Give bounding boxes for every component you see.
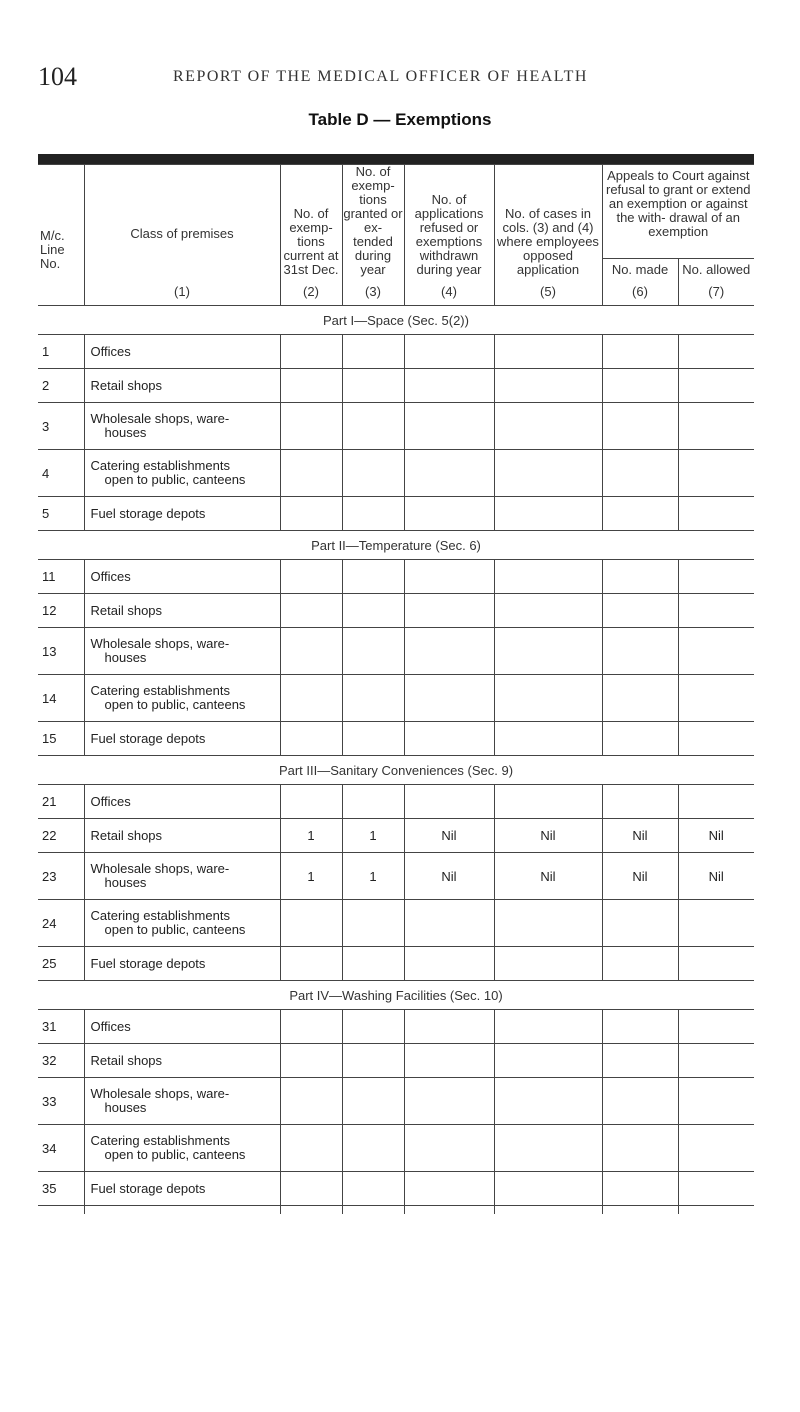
value-cell — [280, 560, 342, 594]
value-cell — [678, 450, 754, 497]
table-row — [38, 560, 754, 594]
table-row — [38, 369, 754, 403]
line-number: 4 — [38, 450, 84, 497]
premises-class — [84, 403, 280, 450]
premises-class — [84, 628, 280, 675]
line-number: 15 — [38, 722, 84, 756]
part-heading-row — [38, 531, 754, 560]
line-number: 25 — [38, 947, 84, 981]
value-cell: Nil — [602, 819, 678, 853]
premises-class — [84, 497, 280, 531]
table-row — [38, 900, 754, 947]
table-row — [38, 785, 754, 819]
value-cell — [494, 560, 602, 594]
col-header-opposed: No. of cases in cols. (3) and (4) where employees opposed application (5) — [494, 165, 602, 306]
value-cell — [342, 1078, 404, 1125]
col-header-line: M/c. Line No. — [38, 165, 84, 306]
value-cell: 1 — [280, 819, 342, 853]
value-cell — [404, 675, 494, 722]
premises-class — [84, 785, 280, 819]
value-cell — [494, 1172, 602, 1206]
premises-class-label: Catering establishments — [90, 908, 230, 923]
value-cell — [342, 722, 404, 756]
line-number: 5 — [38, 497, 84, 531]
value-cell — [494, 1125, 602, 1172]
premises-class-continuation: houses — [104, 425, 147, 440]
table-row — [38, 1078, 754, 1125]
value-cell — [678, 1044, 754, 1078]
value-cell — [494, 594, 602, 628]
value-cell — [678, 1172, 754, 1206]
value-cell — [342, 560, 404, 594]
page-number: 104 — [38, 62, 77, 91]
value-cell — [342, 369, 404, 403]
premises-class-label: Fuel storage depots — [90, 955, 206, 971]
value-cell — [494, 785, 602, 819]
part-title: Part II—Temperature (Sec. 6) — [38, 531, 754, 560]
line-number: 35 — [38, 1172, 84, 1206]
table-row — [38, 947, 754, 981]
value-cell — [602, 335, 678, 369]
page-header — [38, 62, 778, 92]
value-cell — [494, 722, 602, 756]
value-cell — [678, 785, 754, 819]
part-heading-row — [38, 981, 754, 1010]
premises-class — [84, 1172, 280, 1206]
exemptions-table — [38, 154, 754, 1214]
value-cell — [494, 675, 602, 722]
premises-class — [84, 853, 280, 900]
value-cell — [404, 785, 494, 819]
value-cell — [494, 369, 602, 403]
premises-class — [84, 594, 280, 628]
value-cell — [678, 722, 754, 756]
premises-class-label: Catering establishments — [90, 458, 230, 473]
value-cell: Nil — [404, 819, 494, 853]
premises-class-label: Retail shops — [90, 377, 163, 393]
value-cell: 1 — [280, 853, 342, 900]
value-cell — [404, 722, 494, 756]
value-cell — [404, 560, 494, 594]
value-cell — [404, 1044, 494, 1078]
value-cell — [404, 947, 494, 981]
value-cell — [678, 1078, 754, 1125]
table-row — [38, 1010, 754, 1044]
value-cell — [494, 1010, 602, 1044]
table-row — [38, 1125, 754, 1172]
premises-class-continuation: open to public, canteens — [104, 472, 246, 487]
value-cell: Nil — [494, 853, 602, 900]
value-cell — [404, 1172, 494, 1206]
value-cell: Nil — [678, 853, 754, 900]
value-cell — [494, 1078, 602, 1125]
running-title: REPORT OF THE MEDICAL OFFICER OF HEALTH — [173, 68, 588, 85]
value-cell — [342, 900, 404, 947]
value-cell — [602, 947, 678, 981]
premises-class-continuation: open to public, canteens — [104, 922, 246, 937]
value-cell — [678, 560, 754, 594]
value-cell: 1 — [342, 819, 404, 853]
line-number: 23 — [38, 853, 84, 900]
col-header-allowed: No. allowed (7) — [678, 258, 754, 305]
table-row — [38, 722, 754, 756]
value-cell — [404, 450, 494, 497]
col-header-granted: No. of exemp- tions granted or ex- tended during year (3) — [342, 165, 404, 306]
line-number: 14 — [38, 675, 84, 722]
value-cell — [678, 628, 754, 675]
value-cell — [342, 1044, 404, 1078]
table-title: Table D — Exemptions — [308, 110, 492, 129]
value-cell — [280, 403, 342, 450]
value-cell — [678, 947, 754, 981]
col-header-made: No. made (6) — [602, 258, 678, 305]
table-row — [38, 1172, 754, 1206]
part-title: Part IV—Washing Facilities (Sec. 10) — [38, 981, 754, 1010]
value-cell — [404, 335, 494, 369]
value-cell — [280, 335, 342, 369]
value-cell — [494, 403, 602, 450]
value-cell — [602, 1125, 678, 1172]
value-cell — [494, 628, 602, 675]
value-cell — [404, 1010, 494, 1044]
line-number: 21 — [38, 785, 84, 819]
premises-class-label: Fuel storage depots — [90, 730, 206, 746]
line-number: 2 — [38, 369, 84, 403]
value-cell — [678, 497, 754, 531]
premises-class-continuation: open to public, canteens — [104, 697, 246, 712]
value-cell — [602, 722, 678, 756]
value-cell — [602, 1172, 678, 1206]
part-title: Part I—Space (Sec. 5(2)) — [38, 306, 754, 335]
premises-class-continuation: open to public, canteens — [104, 1147, 246, 1162]
value-cell — [678, 335, 754, 369]
premises-class-label: Fuel storage depots — [90, 505, 206, 521]
col-header-refused: No. of applications refused or exemptions withdrawn during year (4) — [404, 165, 494, 306]
value-cell — [678, 594, 754, 628]
premises-class — [84, 900, 280, 947]
value-cell — [602, 1044, 678, 1078]
value-cell — [404, 1125, 494, 1172]
line-number: 1 — [38, 335, 84, 369]
value-cell — [494, 450, 602, 497]
part-title: Part III—Sanitary Conveniences (Sec. 9) — [38, 756, 754, 785]
value-cell — [602, 900, 678, 947]
value-cell — [342, 1125, 404, 1172]
table-row — [38, 594, 754, 628]
value-cell — [280, 947, 342, 981]
value-cell — [494, 335, 602, 369]
value-cell — [678, 403, 754, 450]
value-cell — [280, 722, 342, 756]
value-cell: Nil — [494, 819, 602, 853]
premises-class — [84, 819, 280, 853]
value-cell — [678, 369, 754, 403]
col-header-class: Class of premises (1) — [84, 165, 280, 306]
table-row — [38, 497, 754, 531]
value-cell — [494, 900, 602, 947]
table-row — [38, 819, 754, 853]
value-cell — [280, 497, 342, 531]
value-cell — [342, 497, 404, 531]
premises-class-label: Catering establishments — [90, 683, 230, 698]
value-cell — [404, 1078, 494, 1125]
line-number: 3 — [38, 403, 84, 450]
table-row — [38, 335, 754, 369]
col-header-appeals: Appeals to Court against refusal to grant or extend an exemption or against the with- drawal of an exemption — [602, 165, 754, 259]
value-cell — [602, 675, 678, 722]
premises-class — [84, 335, 280, 369]
value-cell — [280, 1125, 342, 1172]
premises-class-continuation: houses — [104, 1100, 147, 1115]
value-cell — [602, 628, 678, 675]
line-number: 31 — [38, 1010, 84, 1044]
premises-class-label: Wholesale shops, ware- — [90, 1086, 230, 1101]
premises-class-label: Wholesale shops, ware- — [90, 636, 230, 651]
premises-class-label: Fuel storage depots — [90, 1180, 206, 1196]
value-cell: Nil — [678, 819, 754, 853]
premises-class — [84, 1125, 280, 1172]
value-cell — [602, 785, 678, 819]
table-row — [38, 853, 754, 900]
table-body — [38, 306, 754, 1215]
value-cell — [494, 947, 602, 981]
value-cell: Nil — [404, 853, 494, 900]
premises-class-label: Wholesale shops, ware- — [90, 861, 230, 876]
line-number: 12 — [38, 594, 84, 628]
value-cell — [602, 369, 678, 403]
value-cell — [280, 1010, 342, 1044]
line-number: 34 — [38, 1125, 84, 1172]
premises-class-label: Retail shops — [90, 602, 163, 618]
value-cell — [280, 675, 342, 722]
value-cell — [280, 450, 342, 497]
value-cell — [280, 369, 342, 403]
value-cell — [342, 594, 404, 628]
premises-class — [84, 722, 280, 756]
value-cell — [280, 900, 342, 947]
value-cell — [342, 947, 404, 981]
value-cell — [342, 403, 404, 450]
value-cell — [678, 1010, 754, 1044]
value-cell — [678, 900, 754, 947]
premises-class-label: Retail shops — [90, 1052, 163, 1068]
line-number: 22 — [38, 819, 84, 853]
value-cell — [602, 560, 678, 594]
value-cell — [342, 1172, 404, 1206]
premises-class-label: Wholesale shops, ware- — [90, 411, 230, 426]
value-cell — [404, 497, 494, 531]
table-row — [38, 675, 754, 722]
premises-class-label: Offices — [90, 343, 131, 359]
table-row — [38, 628, 754, 675]
value-cell — [280, 628, 342, 675]
premises-class — [84, 450, 280, 497]
value-cell — [280, 594, 342, 628]
value-cell — [404, 628, 494, 675]
value-cell — [494, 1044, 602, 1078]
table-row — [38, 450, 754, 497]
premises-class — [84, 560, 280, 594]
value-cell — [678, 675, 754, 722]
premises-class — [84, 1078, 280, 1125]
value-cell — [602, 1010, 678, 1044]
table-end-row — [38, 1206, 754, 1215]
value-cell — [404, 403, 494, 450]
value-cell: Nil — [602, 853, 678, 900]
value-cell: 1 — [342, 853, 404, 900]
premises-class-continuation: houses — [104, 650, 147, 665]
line-number: 13 — [38, 628, 84, 675]
value-cell — [342, 450, 404, 497]
value-cell — [404, 369, 494, 403]
table-row — [38, 1044, 754, 1078]
value-cell — [342, 675, 404, 722]
line-number: 11 — [38, 560, 84, 594]
value-cell — [602, 450, 678, 497]
value-cell — [602, 403, 678, 450]
value-cell — [404, 900, 494, 947]
premises-class — [84, 369, 280, 403]
value-cell — [342, 785, 404, 819]
table-row — [38, 403, 754, 450]
part-heading-row — [38, 306, 754, 335]
premises-class-label: Catering establishments — [90, 1133, 230, 1148]
value-cell — [280, 1044, 342, 1078]
premises-class-continuation: houses — [104, 875, 147, 890]
value-cell — [602, 1078, 678, 1125]
premises-class-label: Offices — [90, 568, 131, 584]
line-number: 32 — [38, 1044, 84, 1078]
value-cell — [280, 1172, 342, 1206]
value-cell — [280, 1078, 342, 1125]
value-cell — [280, 785, 342, 819]
premises-class — [84, 1044, 280, 1078]
value-cell — [602, 497, 678, 531]
value-cell — [404, 594, 494, 628]
part-heading-row — [38, 756, 754, 785]
premises-class-label: Offices — [90, 793, 131, 809]
value-cell — [678, 1125, 754, 1172]
line-number: 24 — [38, 900, 84, 947]
premises-class-label: Offices — [90, 1018, 131, 1034]
value-cell — [342, 335, 404, 369]
premises-class-label: Retail shops — [90, 827, 163, 843]
value-cell — [342, 1010, 404, 1044]
line-number: 33 — [38, 1078, 84, 1125]
col-header-current: No. of exemp- tions current at 31st Dec. (2) — [280, 165, 342, 306]
value-cell — [602, 594, 678, 628]
value-cell — [494, 497, 602, 531]
value-cell — [342, 628, 404, 675]
premises-class — [84, 1010, 280, 1044]
premises-class — [84, 947, 280, 981]
premises-class — [84, 675, 280, 722]
